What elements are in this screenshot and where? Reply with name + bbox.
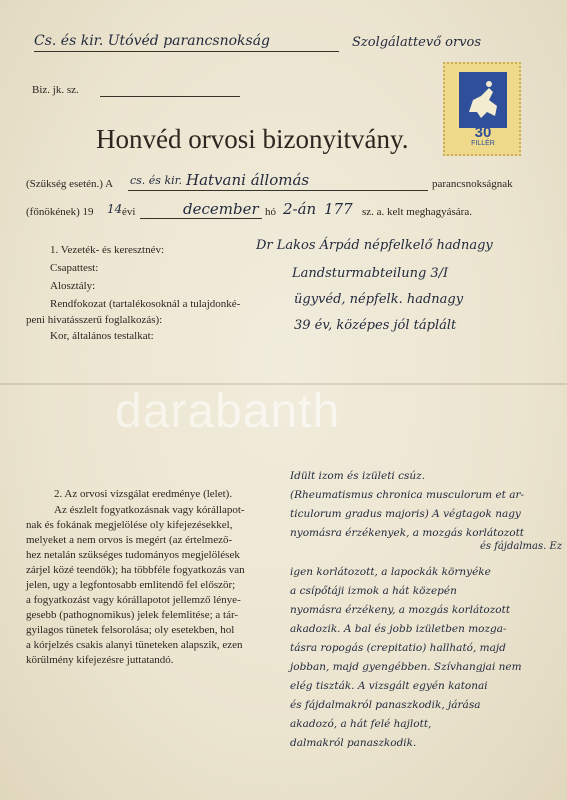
command-rule: [128, 190, 428, 191]
s1-answer-name: Dr Lakos Árpád népfelkelő hadnagy: [256, 238, 493, 253]
document-title: Honvéd orvosi bizonyitvány.: [96, 124, 409, 154]
header-unit-handwriting: Cs. és kir. Utóvéd parancsnokság: [34, 33, 271, 49]
reference-label: Biz. jk. sz.: [32, 84, 79, 96]
date-line-prefix: (főnökének) 19: [26, 206, 94, 218]
date-line-ho: hó: [265, 206, 276, 218]
s1-answer-rank: ügyvéd, népfelk. hadnagy: [294, 292, 464, 307]
finding-line: jobban, majd gyengébben. Szívhangjai nem: [290, 661, 522, 673]
s2-label-line: nak és fokának megjelölése oly kifejezésekkel,: [26, 519, 233, 531]
finding-line: és fájdalmas. Ez: [480, 540, 563, 552]
command-prefix-handwriting: cs. és kir.: [130, 174, 183, 187]
s1-label-subunit: Alosztály:: [50, 280, 96, 292]
finding-line: ticulorum gradus majoris) A végtagok nagy: [290, 508, 521, 520]
s1-label-rank-cont: peni hivatásszerű foglalkozás):: [26, 314, 163, 326]
s2-label-line: hez netalán szükséges tudományos megjelölések: [26, 549, 240, 561]
finding-line: elég tiszták. A vizsgált egyén katonai: [290, 680, 488, 692]
date-year-handwriting: 14: [107, 202, 123, 216]
s2-label-line: gesebb (pathognomikus) jelek felemlitése; a tár-: [26, 609, 239, 621]
finding-line: nyomásra érzékeny, a mozgás korlátozott: [290, 604, 511, 616]
stamp-value: 30: [474, 124, 492, 141]
s1-label-name: 1. Vezeték- és keresztnév:: [50, 244, 165, 256]
finding-line: akadozik. A bal és jobb izületben mozga-: [290, 623, 507, 635]
s2-label-line: gyilagos tünetek felsorolása; oly esetekben, hol: [26, 624, 235, 636]
finding-line: Idült izom és izületi csúz.: [290, 470, 426, 482]
watermark: darabanth: [115, 385, 341, 438]
s2-label-line: a kórjelzés csakis alanyi tüneteken alapszik, ezen: [26, 639, 243, 651]
date-line-evi: évi: [122, 206, 136, 218]
s2-label-line: jelen, ugy a legfontosabb emlitendő fel először;: [26, 579, 236, 591]
date-number-handwriting: 177: [324, 200, 353, 218]
reference-rule: [100, 96, 240, 97]
s1-label-unit: Csapattest:: [50, 262, 99, 274]
finding-line: dalmakról panaszkodik.: [290, 737, 417, 749]
revenue-stamp: [443, 62, 521, 156]
finding-line: a csípőtáji izmok a hát közepén: [290, 585, 457, 597]
s2-label-line: a fogyatkozást vagy kórállapotot jellemző lénye-: [26, 594, 241, 606]
header-service-handwriting: Szolgálattevő orvos: [352, 35, 482, 50]
s1-answer-age: 39 év, középes jól táplált: [294, 318, 457, 333]
command-line-prefix: (Szükség esetén.) A: [26, 178, 114, 190]
finding-line: igen korlátozott, a lapockák környéke: [290, 566, 491, 578]
finding-line: tásra ropogás (crepitatio) hallható, majd: [290, 642, 506, 654]
date-day-handwriting: 2-án: [283, 200, 317, 218]
date-month-handwriting: december: [183, 200, 259, 218]
s2-label-line: zárjel közé teendők); ha többféle fogyatkozás van: [26, 564, 245, 576]
command-name-handwriting: Hatvani állomás: [186, 171, 310, 189]
finding-line: (Rheumatismus chronica musculorum et ar-: [290, 489, 525, 501]
s2-label-line: melyeket a nem orvos is megért (az értelmező-: [26, 534, 233, 546]
s1-label-rank: Rendfokozat (tartalékosoknál a tulajdonké-: [50, 298, 241, 310]
date-month-rule: [140, 218, 262, 219]
date-line-suffix: sz. a. kelt meghagyására.: [362, 206, 472, 218]
stamp-currency: FILLÉR: [471, 140, 495, 147]
finding-line: akadozó, a hát felé hajlott,: [290, 718, 432, 730]
finding-line: és fájdalmakról panaszkodik, járása: [290, 699, 481, 711]
s1-label-age: Kor, általános testalkat:: [50, 330, 154, 342]
header-rule: [34, 51, 339, 52]
command-line-suffix: parancsnokságnak: [432, 178, 513, 190]
s2-label-line: körülmény kifejezésre juttatandó.: [26, 654, 174, 666]
s2-label-line: 2. Az orvosi vizsgálat eredménye (lelet).: [54, 488, 233, 500]
s1-answer-unit: Landsturmabteilung 3/I: [292, 266, 449, 281]
s2-label-line: Az észlelt fogyatkozásnak vagy kórállapot-: [54, 504, 245, 516]
finding-line: nyomásra érzékenyek, a mozgás korlátozott: [290, 527, 525, 539]
horseman-emblem: [459, 72, 507, 128]
